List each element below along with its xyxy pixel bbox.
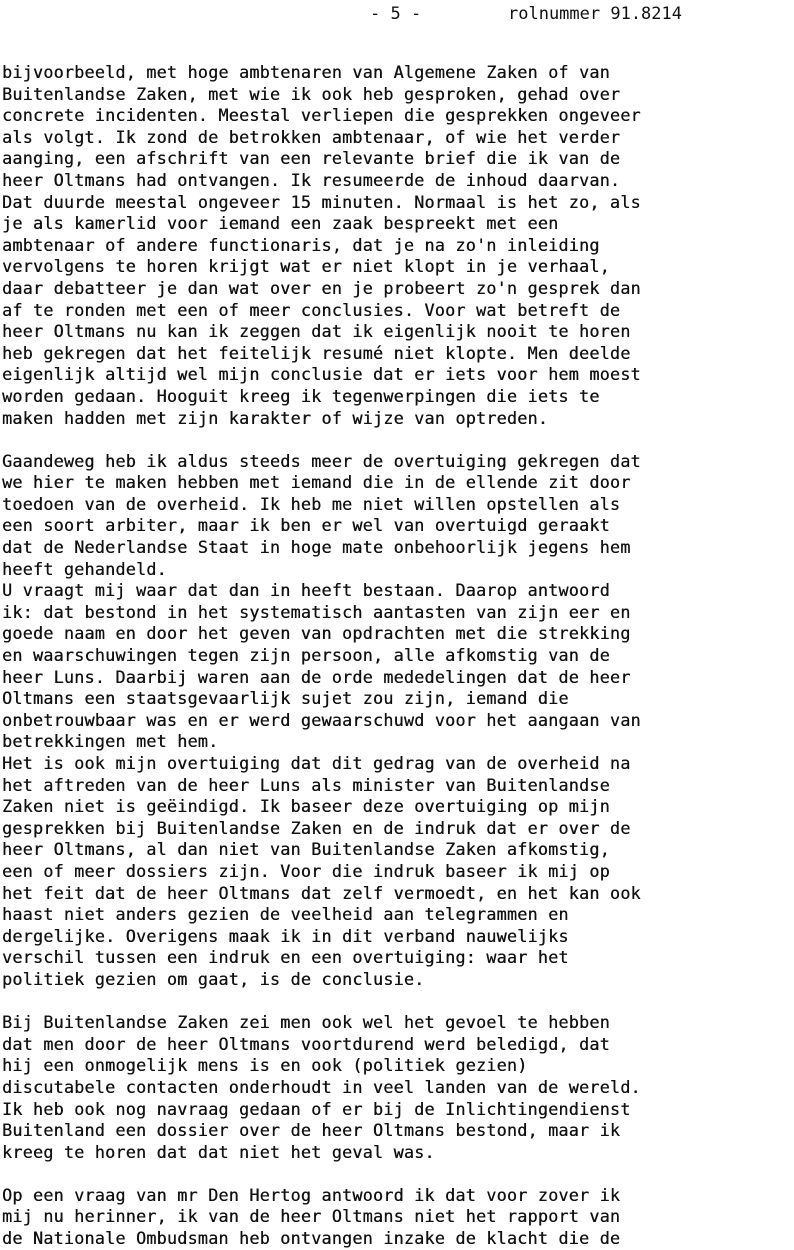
text-line: betrekkingen met hem. [2,731,219,752]
text-line: en waarschuwingen tegen zijn persoon, alle afkomstig van de [2,645,610,666]
text-line: af te ronden met een of meer conclusies. Voor wat betreft de [2,299,621,320]
text-line: Het is ook mijn overtuiging dat dit gedrag van de overheid na [2,753,631,773]
text-line: toedoen van de overheid. Ik heb me niet willen opstellen als [2,493,621,514]
text-line: als volgt. Ik zond de betrokken ambtenaar, of wie het verder [2,126,621,147]
text-line: Ik heb ook nog navraag gedaan of er bij de Inlichtingendienst [2,1098,631,1119]
text-line: heeft gehandeld. [2,558,167,579]
text-line: eigenlijk altijd wel mijn conclusie dat er iets voor hem moest [2,364,641,385]
text-line: Buitenland een dossier over de heer Oltmans bestond, maar ik [2,1120,621,1141]
paragraph [2,451,792,581]
page-number: - 5 - [370,4,422,24]
text-line: we hier te maken hebben met iemand die in de ellende zit door [2,472,631,493]
text-line: heer Oltmans had ontvangen. Ik resumeerde de inhoud daarvan. [2,169,621,190]
text-line: een of meer dossiers zijn. Voor die indruk baseer ik mij op [2,860,610,881]
text-line: U vraagt mij waar dat dan in heeft bestaan. Daarop antwoord [2,580,610,601]
text-line: ik: dat bestond in het systematisch aantasten van zijn eer en [2,601,631,622]
paragraph [2,1012,792,1163]
text-line: het aftreden van de heer Luns als minister van Buitenlandse [2,774,610,795]
text-line: de Nationale Ombudsman heb ontvangen inzake de klacht die de [2,1228,621,1249]
page-header [0,2,794,26]
text-line: haast niet anders gezien de veelheid aan telegrammen en [2,904,569,925]
text-line: vervolgens te horen krijgt wat er niet klopt in je verhaal, [2,256,610,277]
text-line: Buitenlandse Zaken, met wie ik ook heb gesproken, gehad over [2,83,621,104]
text-line: worden gedaan. Hooguit kreeg ik tegenwerpingen die iets te [2,385,600,406]
roll-number: rolnummer 91.8214 [508,4,682,24]
text-line: verschil tussen een indruk en een overtuiging: waar het [2,947,569,968]
text-line: heb gekregen dat het feitelijk resumé niet klopte. Men deelde [2,342,631,363]
text-line: Zaken niet is geëindigd. Ik baseer deze overtuiging op mijn [2,796,610,817]
text-line: gesprekken bij Buitenlandse Zaken en de indruk dat er over de [2,817,631,838]
text-line: maken hadden met zijn karakter of wijze van optreden. [2,407,549,428]
text-line: concrete incidenten. Meestal verliepen die gesprekken ongeveer [2,105,641,126]
text-line: een soort arbiter, maar ik ben er wel van overtuigd geraakt [2,515,610,536]
text-line: onbetrouwbaar was en er werd gewaarschuwd voor het aangaan van [2,709,641,730]
text-line: je als kamerlid voor iemand een zaak bespreekt met een [2,213,559,234]
text-line: Bij Buitenlandse Zaken zei men ook wel het gevoel te hebben [2,1012,610,1033]
text-line: kreeg te horen dat dat niet het geval was. [2,1141,435,1162]
text-line: heer Oltmans, al dan niet van Buitenlandse Zaken afkomstig, [2,839,610,860]
text-line: heer Oltmans nu kan ik zeggen dat ik eigenlijk nooit te horen [2,321,631,342]
text-line: goede naam en door het geven van opdrachten met die strekking [2,623,631,644]
text-line: Oltmans een staatsgevaarlijk sujet zou zijn, iemand die [2,688,569,709]
paragraph [2,753,792,991]
text-line: dat men door de heer Oltmans voortdurend werd beledigd, dat [2,1033,610,1054]
text-line: daar debatteer je dan wat over en je probeert zo'n gesprek dan [2,277,641,298]
text-line: bijvoorbeeld, met hoge ambtenaren van Algemene Zaken of van [2,62,610,82]
text-line: politiek gezien om gaat, is de conclusie. [2,968,425,989]
text-line: hij een onmogelijk mens is en ook (politiek gezien) [2,1055,528,1076]
text-line: mij nu herinner, ik van de heer Oltmans niet het rapport van [2,1206,621,1227]
text-line: dergelijke. Overigens maak ik in dit verband nauwelijks [2,925,569,946]
text-line: Gaandeweg heb ik aldus steeds meer de overtuiging gekregen dat [2,450,641,471]
text-line: het feit dat de heer Oltmans dat zelf vermoedt, en het kan ook [2,882,641,903]
text-line: discutabele contacten onderhoudt in veel landen van de wereld. [2,1076,641,1097]
paragraph [2,1185,792,1250]
body-text [2,62,792,1250]
text-line: Op een vraag van mr Den Hertog antwoord ik dat voor zover ik [2,1184,621,1205]
text-line: ambtenaar of andere functionaris, dat je na zo'n inleiding [2,234,600,255]
text-line: Dat duurde meestal ongeveer 15 minuten. Normaal is het zo, als [2,191,641,212]
text-line: aanging, een afschrift van een relevante brief die ik van de [2,148,621,169]
text-line: heer Luns. Daarbij waren aan de orde mededelingen dat de heer [2,666,631,687]
paragraph [2,62,792,429]
text-line: dat de Nederlandse Staat in hoge mate onbehoorlijk jegens hem [2,537,631,558]
paragraph [2,580,792,753]
